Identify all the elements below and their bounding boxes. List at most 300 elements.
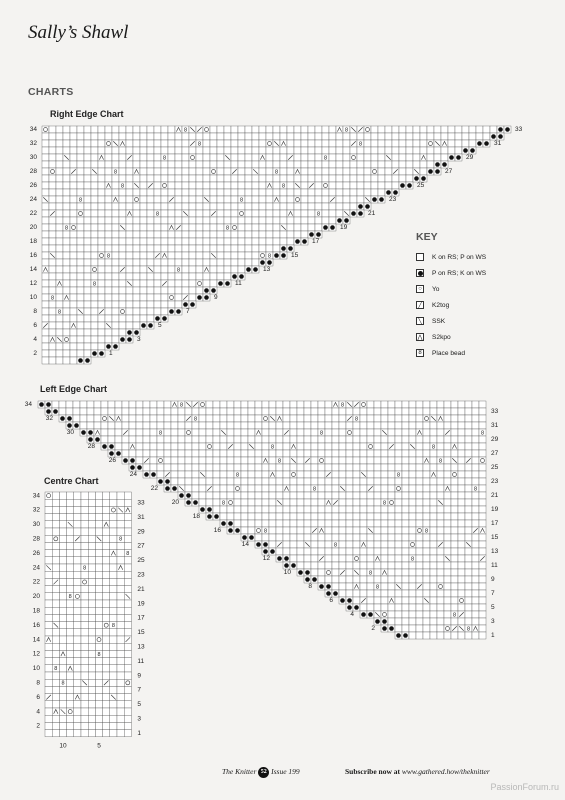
stitch-cell — [304, 548, 311, 555]
stitch-cell — [465, 527, 472, 534]
stitch-cell — [458, 597, 465, 604]
stitch-cell — [395, 548, 402, 555]
row-number-left: 2 — [36, 722, 40, 730]
stitch-cell — [98, 175, 105, 182]
stitch-cell — [409, 562, 416, 569]
stitch-cell — [175, 210, 182, 217]
stitch-cell — [126, 287, 133, 294]
bead-mark: 8 — [319, 430, 324, 437]
stitch-cell — [206, 443, 213, 450]
stitch-cell — [168, 161, 175, 168]
stitch-cell — [472, 436, 479, 443]
stitch-cell — [189, 294, 196, 301]
stitch-cell — [350, 189, 357, 196]
stitch-cell — [255, 485, 262, 492]
purl-mark — [60, 416, 65, 421]
purl-mark — [67, 416, 72, 421]
stitch-cell — [63, 147, 70, 154]
stitch-cell — [444, 527, 451, 534]
stitch-cell — [74, 557, 81, 564]
stitch-cell — [336, 203, 343, 210]
stitch-cell — [84, 273, 91, 280]
stitch-cell — [49, 189, 56, 196]
stitch-cell — [409, 422, 416, 429]
stitch-cell — [479, 576, 486, 583]
stitch-cell — [374, 415, 381, 422]
stitch-cell — [385, 161, 392, 168]
stitch-cell — [381, 415, 388, 422]
stitch-cell — [175, 154, 182, 161]
stitch-cell — [74, 650, 81, 657]
stitch-cell — [143, 422, 150, 429]
stitch-cell — [77, 210, 84, 217]
stitch-cell — [238, 140, 245, 147]
stitch-cell — [157, 450, 164, 457]
stitch-cell — [280, 210, 287, 217]
stitch-cell — [52, 643, 59, 650]
stitch-cell — [105, 175, 112, 182]
stitch-cell — [143, 436, 150, 443]
stitch-cell — [175, 140, 182, 147]
stitch-cell — [74, 658, 81, 665]
stitch-cell — [154, 245, 161, 252]
stitch-cell — [203, 133, 210, 140]
stitch-cell — [122, 443, 129, 450]
row-number-right: 5 — [491, 604, 495, 612]
row-number-left: 10 — [29, 294, 37, 302]
stitch-cell — [458, 450, 465, 457]
stitch-cell — [110, 564, 117, 571]
stitch-cell — [402, 611, 409, 618]
purl-mark — [312, 577, 317, 582]
stitch-cell — [227, 457, 234, 464]
stitch-cell — [458, 422, 465, 429]
stitch-cell — [231, 175, 238, 182]
stitch-cell — [315, 203, 322, 210]
purl-mark — [246, 267, 251, 272]
stitch-cell — [430, 576, 437, 583]
stitch-cell — [350, 168, 357, 175]
stitch-cell — [276, 422, 283, 429]
stitch-cell — [399, 126, 406, 133]
stitch-cell — [98, 161, 105, 168]
stitch-cell — [234, 506, 241, 513]
purl-mark — [81, 430, 86, 435]
stitch-cell — [455, 133, 462, 140]
stitch-cell — [147, 252, 154, 259]
stitch-cell — [325, 408, 332, 415]
stitch-cell — [164, 457, 171, 464]
stitch-cell — [168, 203, 175, 210]
row-number-right: 13 — [137, 643, 145, 651]
stitch-cell — [91, 329, 98, 336]
stitch-cell — [311, 415, 318, 422]
stitch-cell — [74, 636, 81, 643]
stitch-cell — [248, 485, 255, 492]
stitch-cell — [294, 210, 301, 217]
stitch-cell — [322, 196, 329, 203]
stitch-cell — [252, 126, 259, 133]
stitch-cell — [45, 607, 52, 614]
stitch-cell — [437, 569, 444, 576]
stitch-cell — [171, 415, 178, 422]
stitch-cell — [185, 485, 192, 492]
stitch-cell — [103, 636, 110, 643]
stitch-cell — [164, 443, 171, 450]
stitch-cell — [203, 273, 210, 280]
stitch-cell — [101, 429, 108, 436]
stitch-cell — [465, 499, 472, 506]
stitch-cell — [360, 429, 367, 436]
stitch-cell — [161, 168, 168, 175]
stitch-cell — [350, 154, 357, 161]
stitch-cell — [140, 308, 147, 315]
stitch-cell — [374, 548, 381, 555]
stitch-cell — [175, 147, 182, 154]
stitch-cell — [185, 422, 192, 429]
purl-mark — [204, 288, 209, 293]
stitch-cell — [255, 450, 262, 457]
stitch-cell — [430, 583, 437, 590]
stitch-cell — [266, 189, 273, 196]
stitch-cell — [88, 528, 95, 535]
stitch-cell — [217, 210, 224, 217]
stitch-cell — [81, 550, 88, 557]
stitch-cell — [119, 329, 126, 336]
stitch-cell — [101, 436, 108, 443]
stitch-cell — [161, 161, 168, 168]
stitch-cell — [332, 576, 339, 583]
stitch-cell — [147, 294, 154, 301]
stitch-cell — [70, 217, 77, 224]
stitch-cell — [220, 401, 227, 408]
stitch-cell — [325, 415, 332, 422]
stitch-cell — [262, 436, 269, 443]
stitch-cell — [304, 464, 311, 471]
stitch-cell — [203, 280, 210, 287]
stitch-cell — [63, 161, 70, 168]
stitch-cell — [472, 583, 479, 590]
stitch-cell — [164, 401, 171, 408]
stitch-cell — [269, 464, 276, 471]
stitch-cell — [430, 632, 437, 639]
stitch-cell — [245, 252, 252, 259]
stitch-cell — [140, 287, 147, 294]
stitch-cell — [245, 203, 252, 210]
stitch-cell — [175, 203, 182, 210]
stitch-cell — [117, 614, 124, 621]
stitch-cell — [318, 408, 325, 415]
stitch-cell — [88, 514, 95, 521]
stitch-cell — [311, 534, 318, 541]
stitch-cell — [374, 499, 381, 506]
stitch-cell — [437, 555, 444, 562]
purl-mark — [113, 344, 118, 349]
stitch-cell — [84, 336, 91, 343]
stitch-cell — [45, 521, 52, 528]
stitch-cell — [245, 182, 252, 189]
stitch-cell — [56, 161, 63, 168]
stitch-cell — [381, 513, 388, 520]
stitch-cell — [437, 443, 444, 450]
stitch-cell — [395, 499, 402, 506]
stitch-cell — [67, 686, 74, 693]
bead-mark: 8 — [277, 458, 282, 465]
stitch-cell — [49, 182, 56, 189]
stitch-cell — [301, 133, 308, 140]
stitch-cell — [367, 422, 374, 429]
stitch-cell — [388, 569, 395, 576]
stitch-cell — [231, 259, 238, 266]
stitch-cell — [259, 182, 266, 189]
stitch-cell — [374, 506, 381, 513]
stitch-cell — [217, 161, 224, 168]
stitch-cell — [91, 231, 98, 238]
stitch-cell — [290, 415, 297, 422]
stitch-cell — [192, 485, 199, 492]
stitch-cell — [126, 196, 133, 203]
stitch-cell — [220, 513, 227, 520]
stitch-cell — [70, 252, 77, 259]
stitch-cell — [367, 520, 374, 527]
stitch-cell — [88, 622, 95, 629]
stitch-cell — [252, 210, 259, 217]
stitch-cell — [451, 464, 458, 471]
stitch-cell — [420, 168, 427, 175]
stitch-cell — [444, 604, 451, 611]
stitch-cell — [423, 464, 430, 471]
purl-mark — [190, 302, 195, 307]
stitch-cell — [280, 126, 287, 133]
stitch-cell — [77, 322, 84, 329]
stitch-cell — [56, 343, 63, 350]
stitch-cell — [105, 168, 112, 175]
row-number-right: 25 — [137, 557, 145, 565]
stitch-cell — [98, 140, 105, 147]
stitch-cell — [416, 436, 423, 443]
stitch-cell — [322, 189, 329, 196]
stitch-cell — [381, 576, 388, 583]
stitch-cell — [434, 154, 441, 161]
stitch-cell — [423, 555, 430, 562]
stitch-cell — [315, 168, 322, 175]
stitch-cell — [49, 287, 56, 294]
stitch-cell — [103, 650, 110, 657]
row-number-left: 12 — [262, 555, 270, 563]
bead-mark: 8 — [438, 458, 443, 465]
stitch-cell — [224, 231, 231, 238]
stitch-cell — [451, 583, 458, 590]
stitch-cell — [472, 604, 479, 611]
stitch-cell — [133, 301, 140, 308]
stitch-cell — [311, 492, 318, 499]
stitch-cell — [434, 147, 441, 154]
stitch-cell — [171, 457, 178, 464]
stitch-cell — [437, 625, 444, 632]
stitch-cell — [360, 464, 367, 471]
stitch-cell — [269, 478, 276, 485]
stitch-cell — [81, 492, 88, 499]
stitch-cell — [374, 422, 381, 429]
stitch-cell — [301, 126, 308, 133]
stitch-cell — [192, 436, 199, 443]
stitch-cell — [199, 429, 206, 436]
stitch-cell — [353, 534, 360, 541]
stitch-cell — [95, 694, 102, 701]
stitch-cell — [367, 506, 374, 513]
stitch-cell — [255, 457, 262, 464]
stitch-cell — [189, 203, 196, 210]
stitch-cell — [91, 343, 98, 350]
stitch-cell — [357, 133, 364, 140]
stitch-cell — [367, 450, 374, 457]
stitch-cell — [80, 401, 87, 408]
stitch-cell — [234, 478, 241, 485]
bead-mark: 8 — [368, 570, 373, 577]
stitch-cell — [280, 196, 287, 203]
stitch-cell — [343, 182, 350, 189]
stitch-cell — [297, 478, 304, 485]
stitch-cell — [140, 133, 147, 140]
stitch-cell — [115, 408, 122, 415]
stitch-cell — [182, 252, 189, 259]
stitch-cell — [126, 133, 133, 140]
stitch-cell — [252, 224, 259, 231]
stitch-cell — [117, 672, 124, 679]
stitch-cell — [297, 520, 304, 527]
stitch-cell — [416, 478, 423, 485]
stitch-cell — [364, 168, 371, 175]
stitch-cell — [129, 401, 136, 408]
stitch-cell — [479, 464, 486, 471]
stitch-cell — [325, 576, 332, 583]
stitch-cell — [81, 607, 88, 614]
stitch-cell — [164, 436, 171, 443]
stitch-cell — [416, 611, 423, 618]
stitch-cell — [416, 513, 423, 520]
stitch-cell — [210, 217, 217, 224]
stitch-cell — [133, 231, 140, 238]
stitch-cell — [479, 415, 486, 422]
stitch-cell — [301, 203, 308, 210]
row-number-left: 24 — [129, 471, 137, 479]
stitch-cell — [388, 464, 395, 471]
stitch-cell — [402, 625, 409, 632]
row-number-right: 3 — [491, 618, 495, 626]
stitch-cell — [378, 133, 385, 140]
stitch-cell — [301, 175, 308, 182]
stitch-cell — [88, 614, 95, 621]
purl-mark — [295, 239, 300, 244]
stitch-cell — [248, 499, 255, 506]
stitch-cell — [462, 126, 469, 133]
row-number-right: 27 — [137, 542, 145, 550]
stitch-cell — [304, 562, 311, 569]
stitch-cell — [101, 408, 108, 415]
stitch-cell — [402, 436, 409, 443]
stitch-cell — [161, 140, 168, 147]
stitch-cell — [367, 471, 374, 478]
stitch-cell — [360, 485, 367, 492]
row-number-left: 32 — [29, 140, 37, 148]
stitch-cell — [56, 224, 63, 231]
stitch-cell — [325, 464, 332, 471]
stitch-cell — [203, 189, 210, 196]
stitch-cell — [133, 315, 140, 322]
stitch-cell — [294, 161, 301, 168]
stitch-cell — [430, 597, 437, 604]
stitch-cell — [150, 436, 157, 443]
stitch-cell — [133, 238, 140, 245]
stitch-cell — [95, 571, 102, 578]
stitch-cell — [423, 471, 430, 478]
stitch-cell — [133, 252, 140, 259]
subscribe-link[interactable]: www.gathered.how/theknitter — [401, 767, 490, 776]
stitch-cell — [388, 562, 395, 569]
stitch-cell — [430, 506, 437, 513]
stitch-cell — [203, 147, 210, 154]
stitch-cell — [381, 611, 388, 618]
stitch-cell — [234, 415, 241, 422]
stitch-cell — [339, 464, 346, 471]
stitch-cell — [143, 464, 150, 471]
stitch-cell — [87, 408, 94, 415]
purl-mark — [134, 330, 139, 335]
purl-mark — [169, 309, 174, 314]
row-number-right: 17 — [491, 520, 499, 528]
stitch-cell — [77, 343, 84, 350]
stitch-cell — [84, 308, 91, 315]
stitch-cell — [423, 443, 430, 450]
stitch-cell — [437, 590, 444, 597]
stitch-cell — [45, 535, 52, 542]
stitch-cell — [103, 622, 110, 629]
stitch-cell — [77, 301, 84, 308]
stitch-cell — [199, 492, 206, 499]
stitch-cell — [70, 308, 77, 315]
stitch-cell — [416, 520, 423, 527]
stitch-cell — [241, 408, 248, 415]
stitch-cell — [472, 415, 479, 422]
stitch-cell — [472, 555, 479, 562]
row-number-right: 23 — [137, 571, 145, 579]
stitch-cell — [136, 443, 143, 450]
stitch-cell — [465, 583, 472, 590]
section-heading: CHARTS — [28, 86, 74, 98]
stitch-cell — [325, 485, 332, 492]
stitch-cell — [318, 471, 325, 478]
stitch-cell — [178, 457, 185, 464]
stitch-cell — [451, 499, 458, 506]
stitch-cell — [124, 650, 131, 657]
stitch-cell — [357, 168, 364, 175]
stitch-cell — [339, 415, 346, 422]
stitch-cell — [430, 555, 437, 562]
purl-mark — [253, 267, 258, 272]
row-number-left: 18 — [192, 513, 200, 521]
stitch-cell — [110, 578, 117, 585]
stitch-cell — [416, 625, 423, 632]
stitch-cell — [385, 133, 392, 140]
stitch-cell — [280, 168, 287, 175]
stitch-cell — [409, 499, 416, 506]
key-label: P on RS; K on WS — [432, 269, 487, 277]
stitch-cell — [67, 528, 74, 535]
stitch-cell — [273, 203, 280, 210]
stitch-cell — [105, 245, 112, 252]
stitch-cell — [245, 133, 252, 140]
stitch-cell — [175, 238, 182, 245]
